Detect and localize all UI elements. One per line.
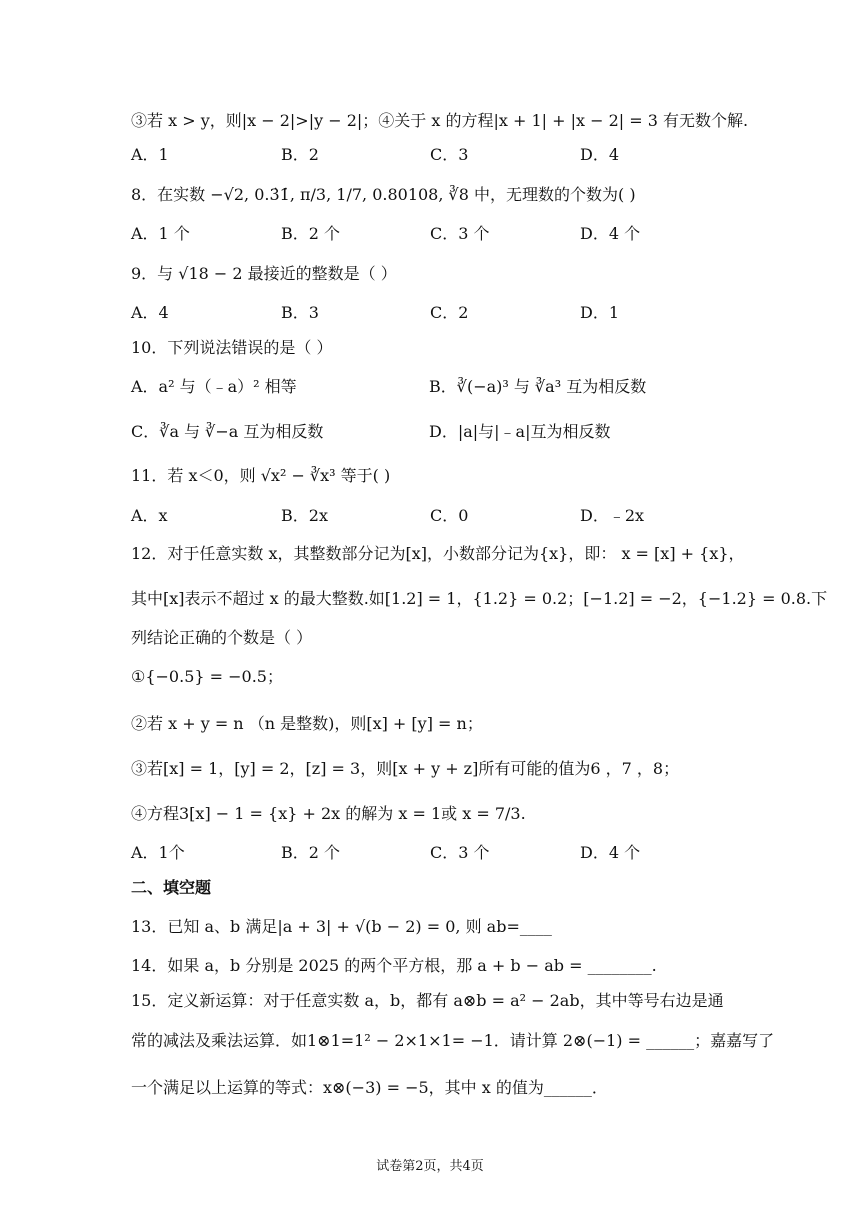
- option-a[interactable]: A．x: [131, 506, 168, 525]
- option-b[interactable]: B．3: [281, 303, 319, 322]
- option-c[interactable]: C．3: [430, 145, 469, 164]
- option-b[interactable]: B．∛(−a)³ 与 ∛a³ 互为相反数: [429, 377, 647, 396]
- question-12-line-1: 12．对于任意实数 x，其整数部分记为[x]，小数部分记为{x}，即： x = [x] + {x}，: [131, 544, 745, 563]
- option-d[interactable]: D．1: [580, 303, 620, 322]
- question-15-line-2: 常的减法及乘法运算．如1⊗1=1² − 2×1×1= −1．请计算 2⊗(−1) = ______；嘉嘉写了: [131, 1031, 775, 1050]
- option-c[interactable]: C．3 个: [430, 843, 490, 862]
- question-15-line-3: 一个满足以上运算的等式：x⊗(−3) = −5，其中 x 的值为______．: [131, 1078, 608, 1097]
- option-b[interactable]: B．2 个: [281, 224, 341, 243]
- question-12-line-3: 列结论正确的个数是（ ）: [131, 628, 313, 647]
- option-d[interactable]: D．4 个: [580, 843, 641, 862]
- question-9: 9．与 √18 − 2 最接近的整数是（ ）: [131, 264, 397, 283]
- question-14: 14．如果 a，b 分别是 2025 的两个平方根，那 a + b − ab = ________.: [131, 956, 657, 975]
- option-d[interactable]: D．4: [580, 145, 620, 164]
- question-7-options: [131, 144, 751, 166]
- question-11: 11．若 x＜0，则 √x² − ∛x³ 等于( ): [131, 466, 391, 485]
- question-11-options: [131, 505, 751, 527]
- question-15-line-1: 15．定义新运算：对于任意实数 a，b，都有 a⊗b = a² − 2ab，其中等号右边是通: [131, 991, 724, 1010]
- option-d[interactable]: D．﹣2x: [580, 506, 645, 525]
- question-10-options-row2: [131, 421, 751, 443]
- option-c[interactable]: C．2: [430, 303, 469, 322]
- question-8: 8．在实数 −√2, 0.3̇1̇, π/3, 1/7, 0.80108, ∛8 中，无理数的个数为( ): [131, 185, 636, 204]
- question-12-item-2: ②若 x + y = n （n 是整数)，则[x] + [y] = n；: [131, 714, 483, 733]
- question-12-item-3: ③若[x] = 1，[y] = 2，[z] = 3，则[x + y + z]所有可能的值为6 ，7 ，8；: [131, 759, 680, 778]
- option-d[interactable]: D．4 个: [580, 224, 641, 243]
- option-a[interactable]: A．1 个: [131, 224, 190, 243]
- question-7-items: ③若 x > y，则|x − 2|>|y − 2|；④关于 x 的方程|x + 1| + |x − 2| = 3 有无数个解.: [131, 111, 749, 130]
- question-10: 10．下列说法错误的是（ ）: [131, 338, 333, 357]
- question-12-item-4: ④方程3[x] − 1 = {x} + 2x 的解为 x = 1或 x = 7/3.: [131, 804, 526, 823]
- option-d[interactable]: D．|a|与|﹣a|互为相反数: [429, 422, 611, 441]
- option-c[interactable]: C．0: [430, 506, 469, 525]
- option-a[interactable]: A．a² 与（﹣a）² 相等: [131, 377, 297, 396]
- question-12-line-2: 其中[x]表示不超过 x 的最大整数.如[1.2] = 1，{1.2} = 0.2；[−1.2] = −2，{−1.2} = 0.8.下: [131, 589, 828, 608]
- section-title: 二、填空题: [131, 878, 212, 897]
- question-13: 13．已知 a、b 满足|a + 3| + √(b − 2) = 0, 则 ab=____: [131, 917, 552, 936]
- option-b[interactable]: B．2: [281, 145, 319, 164]
- question-10-options-row1: [131, 376, 751, 398]
- page-footer: 试卷第2页，共4页: [376, 1159, 484, 1174]
- option-c[interactable]: C．∛a 与 ∛−a 互为相反数: [131, 422, 324, 441]
- question-12-options: [131, 842, 751, 864]
- question-12-item-1: ①{−0.5} = −0.5；: [131, 667, 283, 686]
- option-a[interactable]: A．1: [131, 145, 169, 164]
- option-c[interactable]: C．3 个: [430, 224, 490, 243]
- option-b[interactable]: B．2x: [281, 506, 328, 525]
- option-a[interactable]: A．1个: [131, 843, 185, 862]
- question-8-options: [131, 223, 751, 245]
- option-a[interactable]: A．4: [131, 303, 169, 322]
- question-9-options: [131, 302, 751, 324]
- option-b[interactable]: B．2 个: [281, 843, 341, 862]
